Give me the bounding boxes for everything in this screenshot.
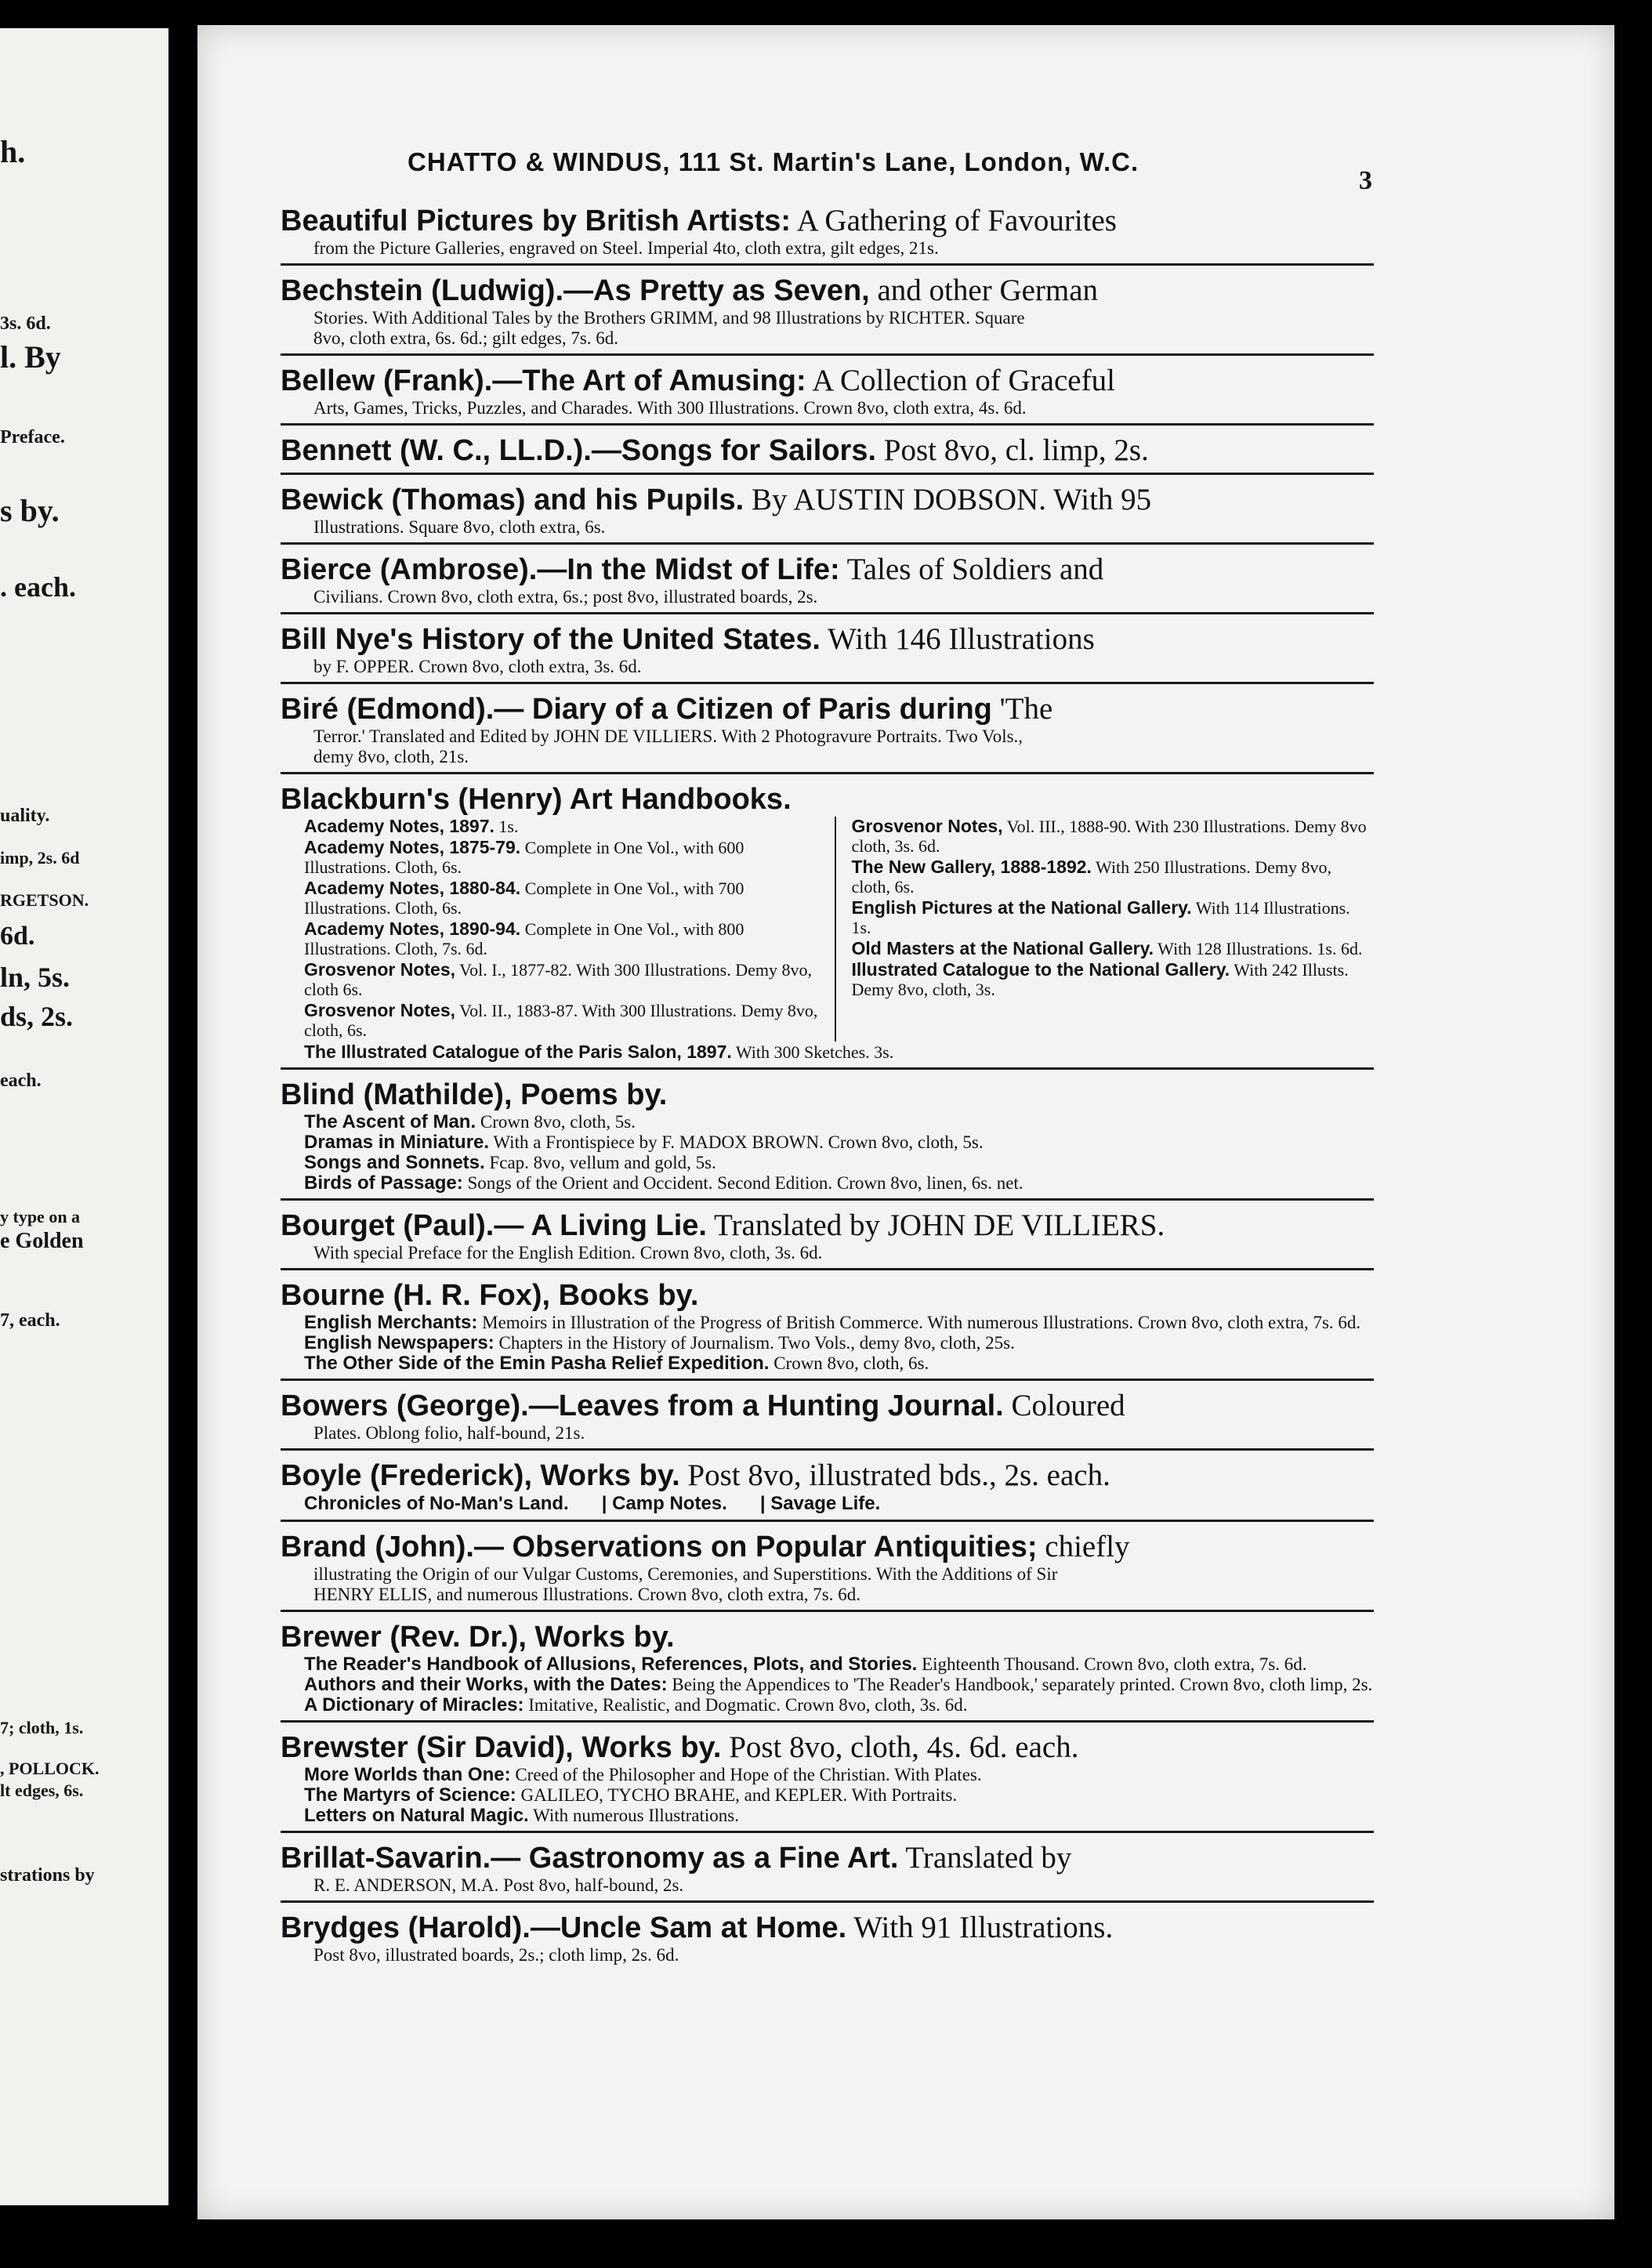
catalogue-entry: [281, 1076, 1374, 1201]
work-details: With 250 Illustrations. Demy 8vo, cloth, 6s.: [851, 857, 1331, 897]
catalogue-entry: [281, 690, 1374, 774]
work-details: Vol. II., 1883-87. With 300 Illustrations. Demy 8vo, cloth, 6s.: [304, 1001, 818, 1040]
entry-details: Plates. Oblong folio, half-bound, 21s.: [313, 1423, 585, 1443]
entry-title: Bellew (Frank).—The Art of Amusing:: [281, 364, 806, 397]
page-number: 3: [1359, 166, 1372, 195]
catalogue-entry: [281, 551, 1374, 614]
work-item: [852, 857, 1375, 897]
work-title: The Ascent of Man.: [304, 1111, 476, 1132]
work-item: [304, 817, 827, 836]
work-title: More Worlds than One:: [304, 1764, 511, 1785]
entry-details: Illustrations. Square 8vo, cloth extra, 6s.: [313, 517, 606, 537]
handbooks-column-left: [304, 817, 836, 1042]
entry-works-list: [281, 1765, 1374, 1826]
entry-heading: [281, 1458, 1374, 1493]
work-item: [304, 1654, 1374, 1675]
work-details: 1s.: [494, 817, 519, 836]
work-title: English Merchants:: [304, 1312, 478, 1333]
entry-heading: [281, 204, 1374, 238]
catalogue-entry: [281, 202, 1374, 266]
work-title: Chronicles of No-Man's Land.: [304, 1493, 569, 1514]
work-item: [852, 960, 1375, 999]
facing-page-text: ln, 5s.: [0, 962, 71, 993]
work-details: Vol. III., 1888-90. With 230 Illustrations. Demy 8vo cloth, 3s. 6d.: [851, 817, 1367, 856]
entry-heading: [281, 1208, 1374, 1243]
entry-title-continued: Post 8vo, cloth, 4s. 6d. each.: [721, 1730, 1079, 1764]
work-title: A Dictionary of Miracles:: [304, 1694, 524, 1715]
facing-page-text: lt edges, 6s.: [0, 1781, 84, 1800]
work-details: Creed of the Philosopher and Hope of the Christian. With Plates.: [510, 1765, 982, 1784]
work-item: [304, 1001, 827, 1040]
entry-title: Blind (Mathilde), Poems by.: [281, 1078, 668, 1111]
entry-heading: [281, 1911, 1374, 1945]
facing-page-text: , POLLOCK.: [0, 1759, 100, 1778]
work-details: Chapters in the History of Journalism. Two Vols., demy 8vo, cloth, 25s.: [494, 1333, 1015, 1353]
work-details: Complete in One Vol., with 800 Illustrations. Cloth, 7s. 6d.: [304, 919, 744, 958]
work-details: Fcap. 8vo, vellum and gold, 5s.: [484, 1153, 716, 1172]
entry-heading: [281, 782, 1374, 817]
entry-title-continued: Translated by JOHN DE VILLIERS.: [706, 1208, 1165, 1242]
entry-works-list: [281, 1493, 1374, 1515]
catalogue-entry: [281, 1909, 1374, 1970]
entry-title: Bourget (Paul).— A Living Lie.: [281, 1209, 707, 1242]
facing-page-text: Preface.: [0, 427, 65, 447]
work-details: With a Frontispiece by F. MADOX BROWN. Crown 8vo, cloth, 5s.: [489, 1132, 984, 1152]
work-title: The Other Side of the Emin Pasha Relief Expedition.: [304, 1353, 770, 1374]
work-title: Grosvenor Notes,: [304, 959, 455, 980]
entry-title-continued: With 91 Illustrations.: [846, 1911, 1114, 1944]
facing-page-text: 6d.: [0, 922, 35, 951]
catalogue-entry: [281, 1729, 1374, 1833]
work-item: [304, 1153, 1374, 1173]
entry-title: Brand (John).— Observations on Popular Antiquities;: [281, 1531, 1038, 1563]
entry-title-continued: chiefly: [1037, 1530, 1130, 1563]
entry-title: Brydges (Harold).—Uncle Sam at Home.: [281, 1911, 847, 1944]
entry-title: Beautiful Pictures by British Artists:: [281, 205, 792, 237]
entry-details: Stories. With Additional Tales by the Brothers GRIMM, and 98 Illustrations by RICHTER. Square: [313, 308, 1025, 328]
work-details: Vol. I., 1877-82. With 300 Illustrations. Demy 8vo, cloth 6s.: [304, 960, 812, 999]
entry-heading: [281, 1620, 1374, 1654]
entry-heading: [281, 433, 1374, 468]
work-title: Academy Notes, 1897.: [304, 816, 495, 836]
work-title: Birds of Passage:: [304, 1172, 463, 1194]
work-title: The Martyrs of Science:: [304, 1784, 516, 1806]
work-item: [852, 898, 1375, 937]
entry-title: Blackburn's (Henry) Art Handbooks.: [281, 783, 792, 816]
work-item: [304, 838, 827, 877]
facing-page-text: 3s. 6d.: [0, 313, 51, 334]
work-details: Complete in One Vol., with 600 Illustrations. Cloth, 6s.: [304, 838, 744, 877]
work-title: Grosvenor Notes,: [851, 816, 1003, 836]
facing-page-text: strations by: [0, 1865, 95, 1886]
entry-title: Bewick (Thomas) and his Pupils.: [281, 484, 744, 516]
entry-works-list: [281, 1654, 1374, 1715]
work-details: With 114 Illustrations. 1s.: [851, 898, 1350, 937]
work-title: Songs and Sonnets.: [304, 1152, 485, 1173]
work-details: Crown 8vo, cloth, 6s.: [769, 1353, 929, 1373]
work-details: GALILEO, TYCHO BRAHE, and KEPLER. With Portraits.: [516, 1785, 958, 1805]
entry-title: Brillat-Savarin.— Gastronomy as a Fine Art.: [281, 1842, 899, 1875]
entry-details: Terror.' Translated and Edited by JOHN DE VILLIERS. With 2 Photogravure Portraits. Two Vols.,: [313, 726, 1023, 746]
work-details: Imitative, Realistic, and Dogmatic. Crown 8vo, cloth, 3s. 6d.: [523, 1695, 968, 1715]
entry-details: R. E. ANDERSON, M.A. Post 8vo, half-bound, 2s.: [313, 1875, 684, 1895]
entry-title: Bierce (Ambrose).—In the Midst of Life:: [281, 553, 840, 586]
work-item: [304, 1785, 1374, 1806]
entry-heading: [281, 1278, 1374, 1313]
facing-page-text: l. By: [0, 339, 61, 375]
entry-heading: [281, 1730, 1374, 1765]
entry-title-continued: Post 8vo, illustrated bds., 2s. each.: [679, 1458, 1110, 1492]
entry-title-continued: Translated by: [898, 1841, 1072, 1875]
facing-page-text: 7, each.: [0, 1310, 60, 1331]
work-details: Songs of the Orient and Occident. Second Edition. Crown 8vo, linen, 6s. net.: [462, 1173, 1023, 1193]
work-title: The Reader's Handbook of Allusions, References, Plots, and Stories.: [304, 1654, 918, 1675]
entry-details: Arts, Games, Tricks, Puzzles, and Charades. With 300 Illustrations. Crown 8vo, cloth extra, 4s. 6d.: [313, 398, 1027, 418]
entry-title-continued: With 146 Illustrations: [820, 622, 1095, 656]
entry-heading: [281, 1841, 1374, 1875]
work-item: [304, 1112, 1374, 1132]
entry-title: Bowers (George).—Leaves from a Hunting Journal.: [281, 1389, 1004, 1422]
entry-heading: [281, 1078, 1374, 1112]
entry-heading: [281, 622, 1374, 657]
entry-title-continued: A Collection of Graceful: [806, 364, 1115, 397]
work-details: With 300 Sketches. 3s.: [731, 1042, 894, 1062]
work-item: [304, 1132, 1374, 1153]
running-head: CHATTO & WINDUS, 111 St. Martin's Lane, London, W.C.: [408, 147, 1139, 176]
work-title: English Newspapers:: [304, 1332, 495, 1353]
work-details: Memoirs in Illustration of the Progress of British Commerce. With numerous Illustrations. Crown 8vo, cloth extra, 7s. 6d.: [477, 1313, 1361, 1332]
catalogue-entry: [281, 1528, 1374, 1612]
entry-details: HENRY ELLIS, and numerous Illustrations. Crown 8vo, cloth extra, 7s. 6d.: [313, 1585, 861, 1604]
entry-details: 8vo, cloth extra, 6s. 6d.; gilt edges, 7s. 6d.: [313, 328, 619, 348]
entry-details: Civilians. Crown 8vo, cloth extra, 6s.; post 8vo, illustrated boards, 2s.: [313, 587, 818, 607]
entry-heading: [281, 483, 1374, 517]
entry-title-continued: Tales of Soldiers and: [839, 553, 1104, 586]
work-details: With numerous Illustrations.: [528, 1806, 739, 1825]
work-item: [304, 1353, 1374, 1374]
work-title: | Savage Life.: [759, 1493, 881, 1514]
work-details: Complete in One Vol., with 700 Illustrations. Cloth, 6s.: [304, 879, 744, 918]
entry-title-continued: By AUSTIN DOBSON. With 95: [744, 483, 1152, 516]
work-title: | Camp Notes.: [601, 1493, 727, 1514]
entry-title: Biré (Edmond).— Diary of a Citizen of Paris during: [281, 693, 992, 726]
work-title: Illustrated Catalogue to the National Gallery.: [851, 959, 1230, 980]
entry-title: Bill Nye's History of the United States.: [281, 623, 821, 656]
entry-title: Brewer (Rev. Dr.), Works by.: [281, 1621, 675, 1654]
facing-page-text: each.: [0, 1071, 42, 1091]
facing-page-text: s by.: [0, 493, 60, 528]
catalogue-entry: [281, 432, 1374, 475]
facing-page-text: 7; cloth, 1s.: [0, 1718, 84, 1737]
entry-title: Bennett (W. C., LL.D.).—Songs for Sailors.: [281, 434, 877, 467]
facing-page-text: imp, 2s. 6d: [0, 848, 80, 868]
entry-heading: [281, 553, 1374, 587]
facing-page-text: uality.: [0, 806, 50, 826]
catalogue-entry: [281, 272, 1374, 356]
facing-page-text: y type on a: [0, 1207, 81, 1226]
catalogue-entry: [281, 621, 1374, 684]
entry-title: Brewster (Sir David), Works by.: [281, 1731, 722, 1764]
entry-title-continued: A Gathering of Favourites: [791, 204, 1117, 237]
entry-details: Post 8vo, illustrated boards, 2s.; cloth limp, 2s. 6d.: [313, 1945, 679, 1965]
catalogue-entry: [281, 1387, 1374, 1451]
work-details: Eighteenth Thousand. Crown 8vo, cloth extra, 7s. 6d.: [917, 1654, 1307, 1674]
entry-details: With special Preface for the English Edition. Crown 8vo, cloth, 3s. 6d.: [313, 1243, 823, 1263]
entry-works-list: [281, 1112, 1374, 1194]
entry-details: by F. OPPER. Crown 8vo, cloth extra, 3s. 6d.: [313, 657, 642, 676]
entry-heading: [281, 1530, 1374, 1564]
work-title: Academy Notes, 1890-94.: [304, 918, 521, 939]
catalogue-entry: [281, 362, 1374, 426]
facing-page-text: ds, 2s.: [0, 1001, 74, 1032]
entry-heading: [281, 1389, 1374, 1423]
entry-heading: [281, 364, 1374, 398]
work-details: With 128 Illustrations. 1s. 6d.: [1154, 939, 1363, 958]
work-item: [304, 879, 827, 918]
catalogue-entry: [281, 1277, 1374, 1381]
work-title: Academy Notes, 1875-79.: [304, 837, 521, 857]
work-item: [304, 1695, 1374, 1715]
work-title: Academy Notes, 1880-84.: [304, 878, 521, 898]
entry-details: demy 8vo, cloth, 21s.: [313, 747, 469, 766]
entry-title: Boyle (Frederick), Works by.: [281, 1459, 680, 1492]
work-item: [304, 1806, 1374, 1826]
work-item: [304, 1675, 1374, 1695]
work-item: [304, 919, 827, 958]
work-item: [852, 817, 1375, 856]
work-title: Dramas in Miniature.: [304, 1132, 490, 1153]
entry-title: Bechstein (Ludwig).—As Pretty as Seven,: [281, 274, 870, 307]
entry-title-continued: Post 8vo, cl. limp, 2s.: [876, 433, 1149, 467]
catalogue-entry: [281, 781, 1374, 1070]
work-title: Grosvenor Notes,: [304, 1000, 455, 1020]
facing-page-text: RGETSON.: [0, 890, 89, 910]
entry-title: Bourne (H. R. Fox), Books by.: [281, 1279, 699, 1312]
work-title: The New Gallery, 1888-1892.: [851, 857, 1092, 877]
work-title: English Pictures at the National Gallery.: [851, 897, 1192, 918]
work-item: [304, 960, 827, 999]
facing-page-text: . each.: [0, 571, 76, 603]
entry-heading: [281, 274, 1374, 308]
work-title: Old Masters at the National Gallery.: [851, 938, 1154, 958]
entry-title-continued: Coloured: [1003, 1389, 1125, 1422]
work-title: Authors and their Works, with the Dates:: [304, 1674, 668, 1695]
handbooks-column-right: [836, 817, 1375, 1042]
work-details: Crown 8vo, cloth, 5s.: [476, 1112, 636, 1132]
catalogue-entry: [281, 1207, 1374, 1270]
work-title: The Illustrated Catalogue of the Paris Salon, 1897.: [304, 1042, 732, 1062]
work-item: [304, 1333, 1374, 1353]
entry-works-list: [281, 1313, 1374, 1374]
entry-heading: [281, 692, 1374, 726]
facing-page-fragment: [0, 28, 168, 2205]
handbooks-columns: [281, 817, 1374, 1042]
work-item: [304, 1765, 1374, 1785]
entry-details: illustrating the Origin of our Vulgar Customs, Ceremonies, and Superstitions. With the Additions of Sir: [313, 1564, 1058, 1584]
entry-title-continued: 'The: [991, 692, 1053, 726]
catalogue-entry: [281, 1839, 1374, 1903]
work-item: [304, 1173, 1374, 1194]
work-title: Letters on Natural Magic.: [304, 1805, 529, 1826]
facing-page-text: h.: [0, 134, 26, 169]
catalogue-entry: [281, 1457, 1374, 1522]
work-item: [304, 1313, 1374, 1333]
entry-details: from the Picture Galleries, engraved on Steel. Imperial 4to, cloth extra, gilt edges, 21s.: [313, 238, 939, 258]
facing-page-text: e Golden: [0, 1229, 84, 1253]
work-item: [852, 939, 1375, 958]
entry-title-continued: and other German: [869, 274, 1099, 307]
work-item: [281, 1042, 1374, 1063]
work-details: With 242 Illusts. Demy 8vo, cloth, 3s.: [851, 960, 1349, 999]
catalogue-entry: [281, 481, 1374, 545]
work-details: Being the Appendices to 'The Reader's Handbook,' separately printed. Crown 8vo, cloth limp, 2s.: [667, 1675, 1373, 1694]
catalogue-entries: [281, 202, 1374, 1976]
catalogue-entry: [281, 1618, 1374, 1723]
